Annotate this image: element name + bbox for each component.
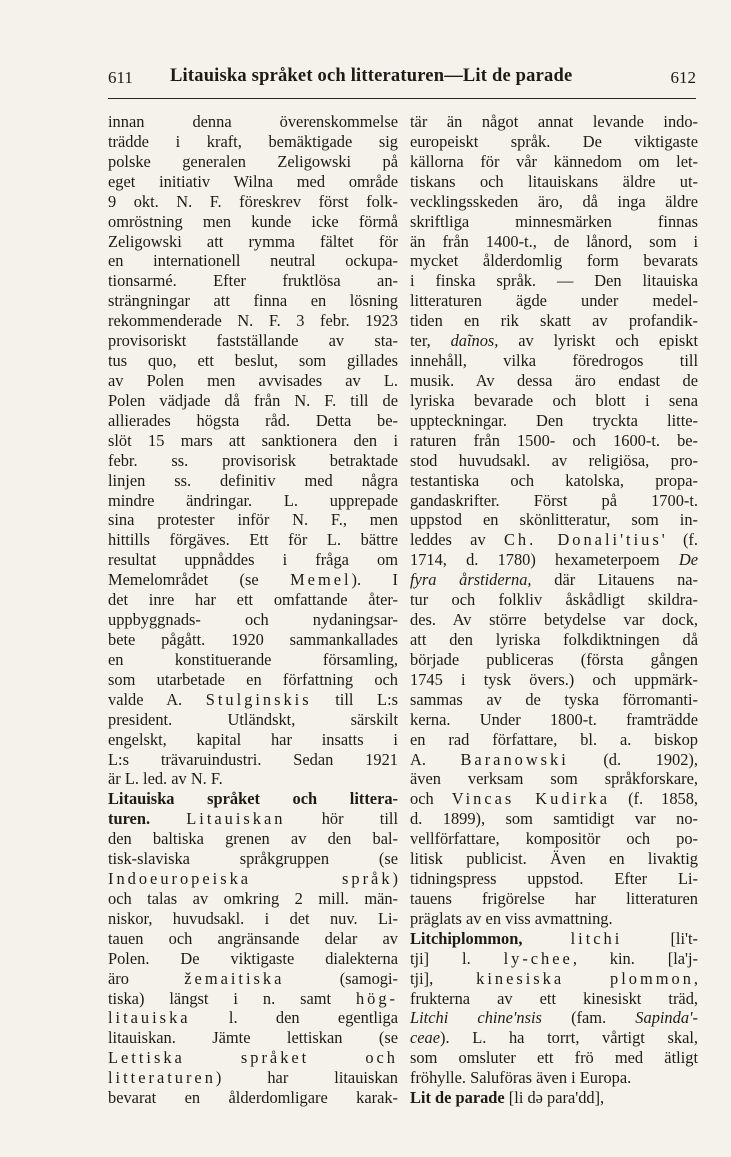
text-line: att den lyriska folkdiktningen då — [410, 629, 698, 649]
text-line: gandaskrifter. Först på 1700-t. — [410, 490, 698, 510]
text-line: strängningar att finna en lösning — [108, 291, 398, 311]
text-run: , — [693, 968, 698, 988]
text-line — [410, 969, 698, 989]
text-line: Polen. De viktigaste dialekterna — [108, 948, 398, 968]
text-line: sina protester inför N. F., men — [108, 510, 398, 530]
text-line: av Polen men avvisades av L. — [108, 370, 398, 390]
text-run: ) — [392, 869, 398, 889]
text-run: tji], — [410, 968, 477, 988]
text-line: tauen och angränsande delar av — [108, 928, 398, 948]
header-rule — [108, 98, 696, 99]
text-line: 9 okt. N. F. föreskrev först folk- — [108, 191, 398, 211]
text-run: ter, — [410, 331, 451, 351]
text-run: där Litauens na- — [531, 570, 698, 590]
text-line: febr. ss. provisorisk betraktade — [108, 450, 398, 470]
text-line: uppteckningar. Den tryckta litte- — [410, 410, 698, 430]
text-line: källorna för vår kännedom om let- — [410, 151, 698, 171]
text-line: musik. Av dessa äro endast de — [410, 370, 698, 390]
text-line: hittills förgäves. Ett för L. bättre — [108, 530, 398, 550]
text-line: bete pågått. 1920 sammankallades — [108, 629, 398, 649]
text-run: ) har litauiskan — [215, 1068, 398, 1088]
text-line: som omsluter ett frö med ätligt — [410, 1048, 698, 1068]
text-line: det inre har ett omfattande åter- — [108, 590, 398, 610]
text-run: (d. 1902), — [568, 749, 698, 769]
page-number-right: 612 — [670, 68, 696, 87]
text-line: 1745 i tysk övers.) och uppmärk- — [410, 669, 698, 689]
text-line: Zeligowski att rymma fältet för — [108, 231, 398, 251]
text-line: fröhylle. Saluföras även i Europa. — [410, 1068, 632, 1088]
text-line: innan denna överenskommelse — [108, 112, 398, 131]
text-line: president. Utländskt, särskilt — [108, 709, 398, 729]
text-line: niskor, huvudsakl. i det nuv. Li- — [108, 908, 398, 928]
text-line — [108, 969, 398, 989]
text-line — [108, 1068, 398, 1088]
text-line — [108, 1008, 398, 1028]
text-line: tiskans och litauiskans äldre ut- — [410, 171, 698, 191]
text-line: stod huvudsakl. av religiösa, pro- — [410, 450, 698, 470]
text-run: och — [410, 789, 452, 809]
text-run: Baranowski — [460, 749, 569, 769]
text-line — [410, 789, 698, 809]
text-run: till L:s — [311, 689, 398, 709]
text-run: Litauiska språket och littera- — [108, 789, 398, 809]
text-line — [410, 1008, 698, 1028]
text-line — [410, 1088, 698, 1108]
text-run: (f. 1858, — [610, 789, 699, 809]
text-line: innehåll, vilka föredrogos till — [410, 351, 698, 371]
text-line: allierades högsta råd. Detta be- — [108, 410, 398, 430]
text-line: även verksam som språkforskare, — [410, 769, 698, 789]
text-run — [522, 929, 570, 948]
text-line — [410, 550, 698, 570]
text-line: raturen från 1500- och 1600-t. be- — [410, 430, 698, 450]
text-run: kinesiska plommon — [476, 968, 694, 988]
text-run: av lyriskt och episkt — [498, 331, 698, 351]
text-line — [108, 989, 398, 1009]
page-number-left: 611 — [108, 68, 133, 87]
page-header — [108, 60, 698, 96]
text-run: ). I — [351, 570, 398, 590]
text-run: Stulginskis — [205, 689, 312, 709]
text-line — [108, 789, 398, 809]
text-line: mindre ändringar. L. upprepade — [108, 490, 398, 510]
text-line: vecklingsskeden äro, då inga äldre — [410, 191, 698, 211]
text-run: (fam. — [541, 1008, 636, 1028]
text-line: eget initiativ Wilna med område — [108, 171, 398, 191]
text-run: [li't- — [622, 928, 698, 948]
text-run: Sapinda'- — [635, 1008, 698, 1028]
running-title: Litauiska språket och litteraturen—Lit de parade — [170, 66, 573, 86]
text-line: d. 1899), som samtidigt var no- — [410, 809, 698, 829]
text-line: en rad författare, bl. a. biskop — [410, 729, 698, 749]
text-run: l. den egentliga — [190, 1008, 398, 1028]
text-run: žemaitiska — [184, 968, 285, 988]
text-line: des. Av större betydelse var dock, — [410, 610, 698, 630]
text-line: rekommenderade N. F. 3 febr. 1923 — [108, 311, 398, 331]
text-line — [108, 570, 398, 590]
text-line — [410, 530, 698, 550]
text-run: tji] l. — [410, 948, 504, 968]
text-line: provisoriskt fastställande av sta- — [108, 331, 398, 351]
text-line: tär än något annat levande indo- — [410, 112, 698, 131]
text-line: präglats av en viss avmattning. — [410, 908, 613, 928]
text-line: lyriska bevarade och blott i sena — [410, 390, 698, 410]
text-line: slöt 15 mars att sanktionera den i — [108, 430, 398, 450]
text-line: tiden en rik skatt av profandik- — [410, 311, 698, 331]
text-line: tidningspress uppstod. Efter Li- — [410, 869, 698, 889]
text-run: , kin. [la'j- — [572, 948, 699, 968]
text-line: engelskt, kapital har insatts i — [108, 729, 398, 749]
text-line: en internationell neutral ockupa- — [108, 251, 398, 271]
text-line — [108, 869, 398, 889]
text-run: litchi — [570, 928, 623, 948]
text-run: valde A. — [108, 689, 206, 709]
text-line: sammas av de tyska förromanti- — [410, 689, 698, 709]
text-run: turen. — [108, 809, 151, 829]
text-run: A. — [410, 749, 461, 769]
text-line — [108, 809, 398, 829]
text-line: litisk publicist. Även en livaktig — [410, 849, 698, 869]
text-run: daĩnos, — [450, 331, 499, 351]
text-line: resultat uppnåddes i fråga om — [108, 550, 398, 570]
text-line: är L. led. av N. F. — [108, 769, 223, 789]
text-run: Litchi chine'nsis — [410, 1008, 542, 1028]
text-line: Polen vädjade då från N. F. till de — [108, 390, 398, 410]
text-run: leddes av — [410, 530, 504, 550]
text-line — [410, 331, 698, 351]
text-line: tisk-slaviska språkgruppen (se — [108, 849, 398, 869]
text-line: tus quo, ett beslut, som gillades — [108, 351, 398, 371]
text-run: Litauiskan — [186, 809, 286, 829]
text-line: bevarat en ålderdomligare karak- — [108, 1088, 398, 1108]
text-run: De — [678, 550, 698, 570]
text-line: omröstning men kunde icke förmå — [108, 211, 398, 231]
text-line: testantiska och katolska, propa- — [410, 470, 698, 490]
text-line: vellförfattare, kompositör och po- — [410, 829, 698, 849]
text-run: ly-chee — [503, 948, 573, 968]
text-line — [410, 570, 698, 590]
text-line: i finska språk. — Den litauiska — [410, 271, 698, 291]
text-line: litauiskan. Jämte lettiskan (se — [108, 1028, 398, 1048]
text-run: Vincas Kudirka — [451, 789, 611, 809]
text-line: och talas av omkring 2 mill. män- — [108, 888, 398, 908]
text-line: L:s trävaruindustri. Sedan 1921 — [108, 749, 398, 769]
text-line — [410, 929, 698, 949]
text-run: Lit de parade — [410, 1088, 505, 1108]
text-line: polske generalen Zeligowski på — [108, 151, 398, 171]
text-line: tionsarmé. Efter fruktlösa an- — [108, 271, 398, 291]
text-line: linjen ss. definitiv med några — [108, 470, 398, 490]
text-run: Lettiska språket och — [108, 1048, 398, 1068]
text-run: (samogi- — [284, 968, 398, 988]
text-line: som utarbetade en författning och — [108, 669, 398, 689]
text-run: hög- — [355, 988, 398, 1008]
text-line: trädde i kraft, bemäktigade sig — [108, 131, 398, 151]
text-run: litteraturen — [108, 1068, 216, 1088]
text-run: Ch. Donali'tius — [503, 530, 662, 550]
text-column-right — [410, 112, 698, 1108]
text-line: tauens frigörelse har litteraturen — [410, 888, 698, 908]
text-line: den baltiska grenen av den bal- — [108, 829, 398, 849]
text-line: kerna. Under 1800-t. framträdde — [410, 709, 698, 729]
text-run: ). L. ha torrt, vårtigt skal, — [440, 1028, 698, 1048]
text-run: ' (f. — [661, 530, 698, 550]
text-run: litauiska — [108, 1008, 191, 1028]
text-line: litteraturen ägde under medel- — [410, 291, 698, 311]
text-column-left — [108, 112, 398, 1108]
text-run — [150, 809, 186, 828]
text-line — [410, 949, 698, 969]
text-run: [li də para'dd], — [504, 1088, 605, 1108]
text-line: började publiceras (första gången — [410, 649, 698, 669]
text-run: Indoeuropeiska språk — [108, 869, 393, 889]
text-line: uppstod en skönlitteratur, som in- — [410, 510, 698, 530]
text-line: mycket ålderdomlig form bevarats — [410, 251, 698, 271]
text-line — [108, 1048, 398, 1068]
text-line: frukterna av ett kinesiskt träd, — [410, 988, 698, 1008]
text-line: europeiskt språk. De viktigaste — [410, 131, 698, 151]
text-line — [108, 690, 398, 710]
text-run: tiska) längst i n. samt — [108, 988, 356, 1008]
text-run: fyra årstiderna, — [410, 570, 532, 590]
text-line: tur och folkliv åskådligt skildra- — [410, 590, 698, 610]
text-run: Litchiplommon, — [410, 928, 523, 948]
text-line: uppbyggnads- och nydaningsar- — [108, 610, 398, 630]
text-line: en konstituerande församling, — [108, 649, 398, 669]
text-run: Memel — [290, 570, 352, 590]
text-run: Memelområdet (se — [108, 570, 291, 590]
text-line: än från 1400-t., de lånord, som i — [410, 231, 698, 251]
text-line — [410, 1028, 698, 1048]
text-line — [410, 750, 698, 770]
text-line: skriftliga minnesmärken finnas — [410, 211, 698, 231]
text-run: 1714, d. 1780) hexameterpoem — [410, 550, 679, 570]
text-run: äro — [108, 968, 185, 988]
text-run: hör till — [285, 809, 398, 829]
text-run: ceae — [410, 1028, 441, 1048]
